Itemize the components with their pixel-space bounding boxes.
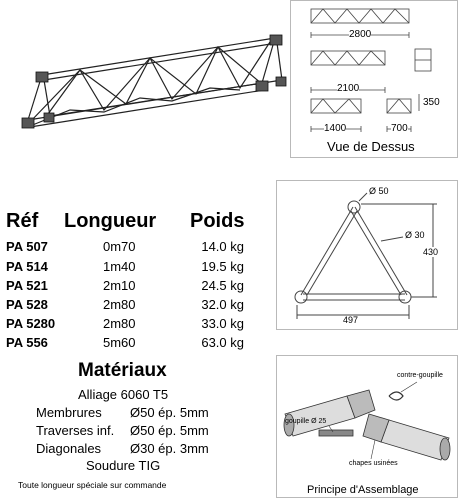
materials-weld: Soudure TIG [86, 458, 161, 473]
label-chapes: chapes usinées [349, 460, 398, 467]
row-ref: PA 521 [6, 278, 48, 293]
top-view-panel [290, 0, 458, 158]
header-ref: Réf [6, 210, 39, 232]
top-view-caption: Vue de Dessus [327, 139, 415, 154]
row-ref: PA 528 [6, 297, 48, 312]
section-width: 497 [343, 315, 359, 325]
dim-2800: 2800 [349, 29, 372, 40]
assembly-caption: Principe d'Assemblage [307, 484, 419, 496]
reference-table [0, 205, 252, 355]
dim-700: 700 [391, 123, 408, 134]
header-length: Longueur [64, 210, 157, 232]
dim-1400: 1400 [324, 123, 347, 134]
label-contre-goupille: contre-goupille [397, 372, 443, 379]
row-length: 1m40 [103, 259, 136, 274]
row-ref: PA 5280 [6, 316, 56, 331]
materials-note: Toute longueur spéciale sur commande [18, 480, 167, 490]
row-length: 2m10 [103, 278, 136, 293]
row-ref: PA 514 [6, 259, 48, 274]
cross-section-panel [276, 180, 458, 330]
section-d30: Ø 30 [405, 230, 425, 240]
table-row [0, 335, 248, 353]
section-height: 430 [423, 247, 439, 257]
table-row [0, 239, 248, 257]
truss-3d-svg [0, 0, 290, 160]
dim-350: 350 [423, 97, 440, 108]
materials-section [0, 360, 252, 495]
row-length: 5m60 [103, 335, 136, 350]
truss-3d-drawing [0, 0, 290, 160]
table-row [0, 259, 248, 277]
assembly-panel [276, 355, 458, 498]
row-length: 0m70 [103, 239, 136, 254]
row-weight: 14.0 kg [201, 239, 244, 254]
spec-value: Ø50 ép. 5mm [130, 423, 209, 438]
dim-2100: 2100 [337, 83, 360, 94]
row-ref: PA 556 [6, 335, 48, 350]
spec-label: Membrures [36, 405, 102, 420]
row-weight: 24.5 kg [201, 278, 244, 293]
spec-label: Diagonales [36, 441, 102, 456]
row-weight: 32.0 kg [201, 297, 244, 312]
table-row [0, 297, 248, 315]
header-weight: Poids [190, 210, 245, 232]
row-ref: PA 507 [6, 239, 48, 254]
spec-label: Traverses inf. [36, 423, 115, 438]
label-goupille: goupille Ø 25 [285, 418, 327, 425]
row-length: 2m80 [103, 297, 136, 312]
row-weight: 33.0 kg [201, 316, 244, 331]
row-length: 2m80 [103, 316, 136, 331]
table-row [0, 316, 248, 334]
spec-value: Ø30 ép. 3mm [130, 441, 209, 456]
materials-alloy: Alliage 6060 T5 [78, 387, 169, 402]
section-d50: Ø 50 [369, 186, 389, 196]
row-weight: 63.0 kg [201, 335, 244, 350]
spec-value: Ø50 ép. 5mm [130, 405, 209, 420]
table-row [0, 278, 248, 296]
materials-title: Matériaux [78, 360, 167, 381]
top-view-svg [291, 1, 458, 159]
row-weight: 19.5 kg [201, 259, 244, 274]
